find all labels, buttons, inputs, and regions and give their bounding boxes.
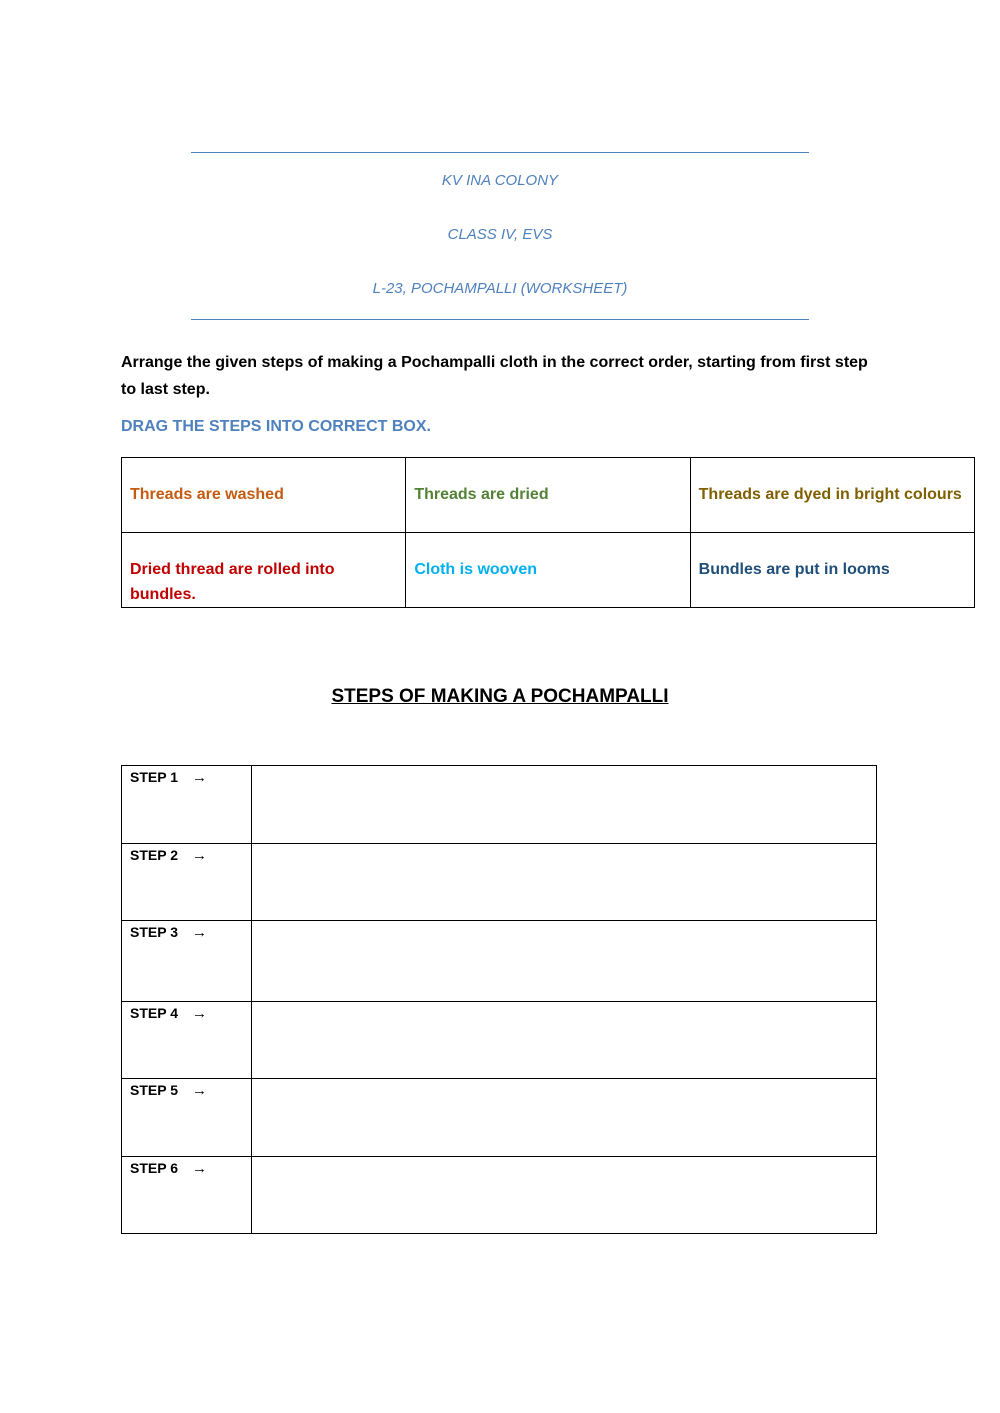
option-cell[interactable] — [406, 533, 690, 608]
header-bottom-rule — [191, 319, 809, 320]
step-row — [122, 844, 877, 921]
step-1-drop-box[interactable] — [252, 766, 877, 844]
arrow-right-icon: → — [192, 1082, 207, 1099]
option-cell[interactable] — [122, 533, 406, 608]
step-label: STEP 4 — [130, 1005, 178, 1021]
section-title: STEPS OF MAKING A POCHAMPALLI — [331, 686, 669, 707]
step-5-drop-box[interactable] — [252, 1079, 877, 1157]
draggable-option-dyed[interactable]: Threads are dyed in bright colours — [698, 486, 962, 503]
step-options-table — [121, 457, 975, 608]
option-cell[interactable] — [122, 458, 406, 533]
draggable-option-looms[interactable]: Bundles are put in looms — [698, 561, 890, 578]
header-top-rule — [191, 152, 809, 153]
step-label-cell — [122, 1079, 252, 1157]
step-row — [122, 1079, 877, 1157]
draggable-option-rolled[interactable]: Dried thread are rolled into bundles. — [130, 561, 335, 603]
drag-instruction: DRAG THE STEPS INTO CORRECT BOX. — [121, 418, 431, 435]
step-label: STEP 2 — [130, 847, 178, 863]
step-row — [122, 1157, 877, 1234]
lesson-title: L-23, POCHAMPALLI (WORKSHEET) — [372, 280, 628, 297]
instructions-text: Arrange the given steps of making a Pochampalli cloth in the correct order, starting from first step to last step. — [121, 354, 868, 398]
step-label-cell — [122, 766, 252, 844]
draggable-option-wooven[interactable]: Cloth is wooven — [414, 561, 537, 578]
step-row — [122, 766, 877, 844]
draggable-option-washed[interactable]: Threads are washed — [130, 486, 284, 503]
step-label: STEP 6 — [130, 1160, 178, 1176]
arrow-right-icon: → — [192, 769, 207, 786]
option-cell[interactable] — [690, 533, 974, 608]
step-row — [122, 921, 877, 1002]
step-label-cell — [122, 1002, 252, 1079]
school-name: KV INA COLONY — [441, 172, 559, 189]
arrow-right-icon: → — [192, 1160, 207, 1177]
draggable-option-dried[interactable]: Threads are dried — [414, 486, 549, 503]
step-label-cell — [122, 921, 252, 1002]
step-2-drop-box[interactable] — [252, 844, 877, 921]
arrow-right-icon: → — [192, 1005, 207, 1022]
step-3-drop-box[interactable] — [252, 921, 877, 1002]
step-4-drop-box[interactable] — [252, 1002, 877, 1079]
step-label: STEP 5 — [130, 1082, 178, 1098]
option-cell[interactable] — [690, 458, 974, 533]
class-subject: CLASS IV, EVS — [447, 226, 553, 243]
step-row — [122, 1002, 877, 1079]
step-label: STEP 3 — [130, 924, 178, 940]
step-label-cell — [122, 844, 252, 921]
arrow-right-icon: → — [192, 924, 207, 941]
options-row — [122, 533, 975, 608]
step-6-drop-box[interactable] — [252, 1157, 877, 1234]
step-label-cell — [122, 1157, 252, 1234]
steps-table — [121, 765, 877, 1234]
option-cell[interactable] — [406, 458, 690, 533]
step-label: STEP 1 — [130, 769, 178, 785]
arrow-right-icon: → — [192, 847, 207, 864]
options-row — [122, 458, 975, 533]
